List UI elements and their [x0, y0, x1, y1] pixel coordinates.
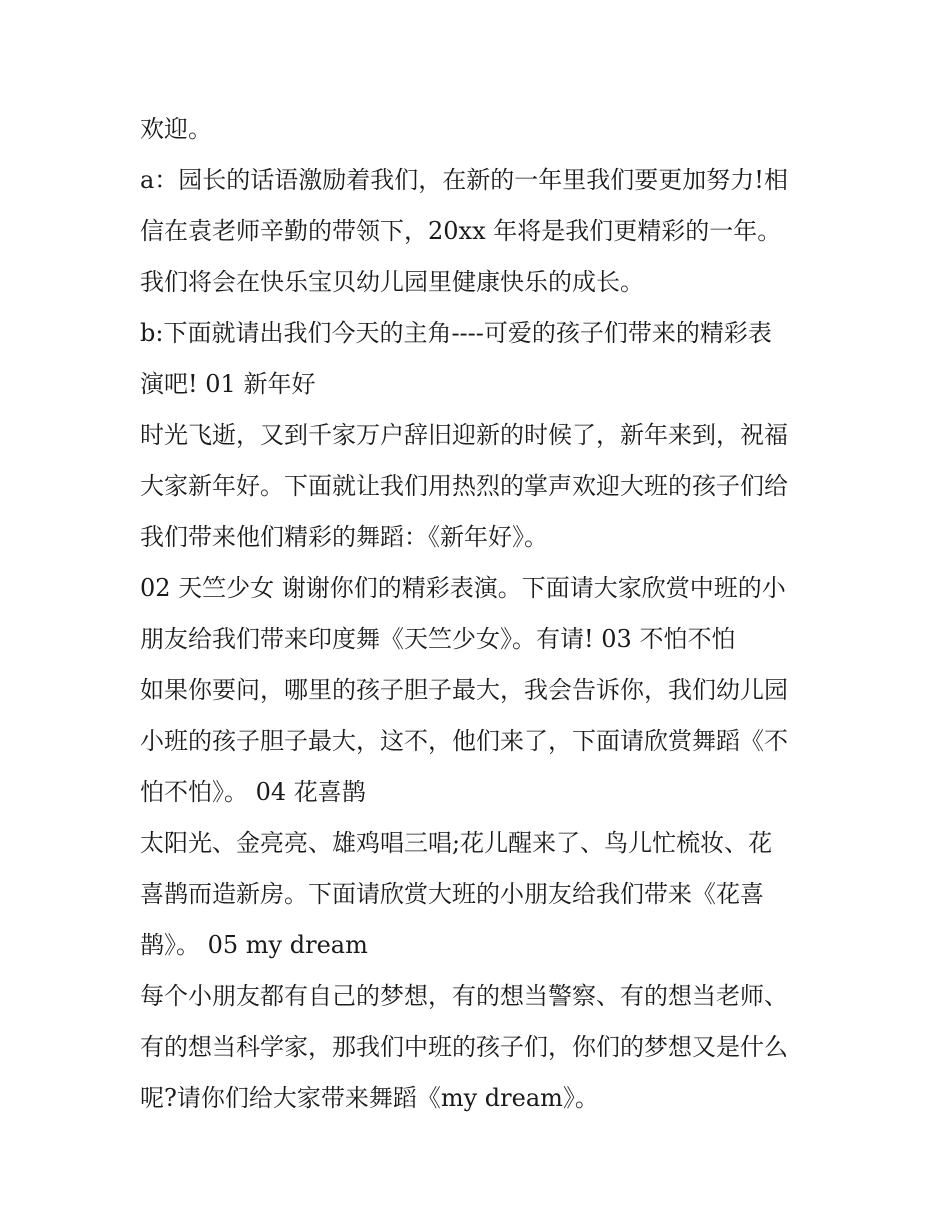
text-line: 喜鹊而造新房。下面请欣赏大班的小朋友给我们带来《花喜 — [140, 880, 764, 908]
text-line: 有的想当科学家，那我们中班的孩子们，你们的梦想又是什么 — [140, 1033, 788, 1061]
text-line: 每个小朋友都有自己的梦想，有的想当警察、有的想当老师、 — [140, 982, 788, 1010]
text-line: 太阳光、金亮亮、雄鸡唱三唱;花儿醒来了、鸟儿忙梳妆、花 — [140, 829, 773, 857]
text-line: 大家新年好。下面就让我们用热烈的掌声欢迎大班的孩子们给 — [140, 472, 788, 500]
text-line: 欢迎。 — [140, 115, 212, 143]
document-body — [140, 104, 830, 1124]
text-line: a：园长的话语激励着我们，在新的一年里我们要更加努力!相 — [140, 166, 788, 194]
text-line: 信在袁老师辛勤的带领下，20xx 年将是我们更精彩的一年。 — [140, 217, 782, 245]
text-line: 02 天竺少女 谢谢你们的精彩表演。下面请大家欣赏中班的小 — [140, 574, 786, 602]
text-line: 演吧! 01 新年好 — [140, 370, 316, 398]
text-line: 鹊》。 05 my dream — [140, 931, 368, 959]
text-line: 怕不怕》。 04 花喜鹊 — [140, 778, 366, 806]
text-line: 时光飞逝，又到千家万户辞旧迎新的时候了，新年来到，祝福 — [140, 421, 788, 449]
text-line: 朋友给我们带来印度舞《天竺少女》。有请! 03 不怕不怕 — [140, 625, 736, 653]
text-line: b:下面就请出我们今天的主角----可爱的孩子们带来的精彩表 — [140, 319, 772, 347]
text-line: 如果你要问，哪里的孩子胆子最大，我会告诉你，我们幼儿园 — [140, 676, 788, 704]
text-line: 呢?请你们给大家带来舞蹈《my dream》。 — [140, 1084, 599, 1112]
text-line: 小班的孩子胆子最大，这不，他们来了，下面请欣赏舞蹈《不 — [140, 727, 788, 755]
text-line: 我们将会在快乐宝贝幼儿园里健康快乐的成长。 — [140, 268, 644, 296]
text-line: 我们带来他们精彩的舞蹈：《新年好》。 — [140, 523, 548, 551]
